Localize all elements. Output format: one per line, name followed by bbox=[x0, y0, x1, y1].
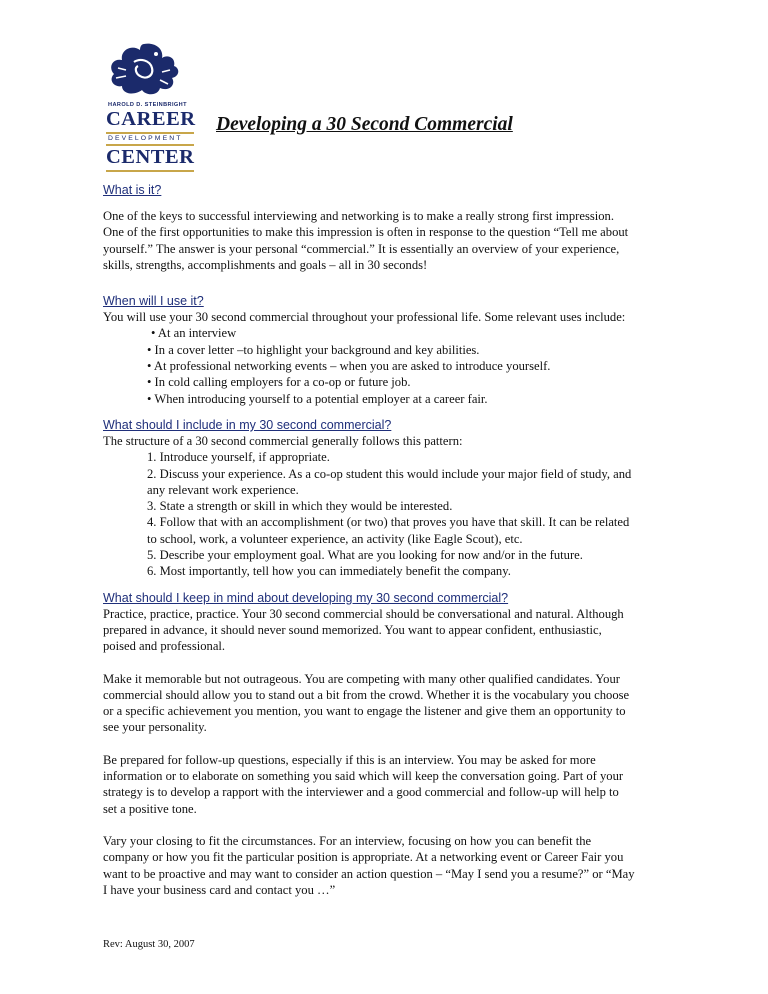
paragraph-line: company or how you fit the particular position is appropriate. At a networking event or Career Fair you bbox=[103, 850, 624, 865]
logo-rule bbox=[106, 170, 194, 172]
revision-footer: Rev: August 30, 2007 bbox=[103, 939, 195, 950]
uses-list bbox=[103, 325, 693, 406]
list-item: • At an interview bbox=[151, 326, 237, 341]
section-heading-what: What is it? bbox=[103, 183, 162, 197]
logo-line-development: DEVELOPMENT bbox=[108, 135, 183, 142]
paragraph-line: The structure of a 30 second commercial generally follows this pattern: bbox=[103, 433, 463, 448]
document-body bbox=[103, 182, 693, 898]
structure-list bbox=[103, 449, 693, 579]
paragraph-line: One of the keys to successful interviewing and networking is to make a really strong first impression. bbox=[103, 209, 614, 223]
paragraph-line: strategy is to develop a rapport with the interviewer and a good commercial and follow-up will help to bbox=[103, 785, 619, 800]
paragraph-line: I have your business card and contact you …” bbox=[103, 882, 336, 897]
logo-line-name: HAROLD D. STEINBRIGHT bbox=[108, 102, 187, 108]
career-center-logo bbox=[104, 40, 196, 172]
paragraph-line: poised and professional. bbox=[103, 639, 226, 654]
paragraph-line: see your personality. bbox=[103, 720, 207, 735]
list-item: 6. Most importantly, tell how you can immediately benefit the company. bbox=[147, 564, 511, 579]
paragraph-line: skills, strengths, accomplishments and goals – all in 30 seconds! bbox=[103, 257, 428, 272]
list-item: 3. State a strength or skill in which they would be interested. bbox=[147, 499, 453, 514]
paragraph-line: set a positive tone. bbox=[103, 801, 197, 816]
list-item: 1. Introduce yourself, if appropriate. bbox=[147, 450, 330, 465]
list-item: • In a cover letter –to highlight your background and key abilities. bbox=[147, 342, 480, 357]
paragraph-line: One of the first opportunities to make this impression is often in response to the question “Tell me about bbox=[103, 225, 629, 240]
list-item: 2. Discuss your experience. As a co-op student this would include your major field of study, and bbox=[147, 466, 632, 481]
paragraph-line: want to be proactive and may want to consider an action question – “May I send you a resume?” or “May bbox=[103, 866, 635, 881]
paragraph-line: Practice, practice, practice. Your 30 second commercial should be conversational and natural. Although bbox=[103, 606, 624, 621]
paragraph-line: information or to elaborate on something you said which will keep the conversation going. Part of your bbox=[103, 769, 624, 784]
logo-line-career: CAREER bbox=[106, 108, 196, 130]
list-item: 4. Follow that with an accomplishment (or two) that proves you have that skill. It can be related bbox=[147, 515, 630, 530]
paragraph-line: You will use your 30 second commercial throughout your professional life. Some relevant uses include: bbox=[103, 310, 626, 325]
paragraph-line: Vary your closing to fit the circumstances. For an interview, focusing on how you can benefit the bbox=[103, 833, 592, 848]
paragraph-line: or a specific achievement you mention, you want to engage the listener and give them an opportunity to bbox=[103, 704, 626, 719]
paragraph-line: Be prepared for follow-up questions, especially if this is an interview. You may be asked for more bbox=[103, 752, 596, 767]
logo-rule bbox=[106, 132, 194, 134]
logo-line-center: CENTER bbox=[106, 146, 195, 168]
section-heading-keep: What should I keep in mind about developing my 30 second commercial? bbox=[103, 590, 509, 605]
list-item: to school, work, a volunteer experience, an activity (like Eagle Scout), etc. bbox=[147, 531, 523, 546]
paragraph-line: yourself.” The answer is your personal “commercial.” It is essentially an overview of your experience, bbox=[103, 241, 620, 256]
list-item: • At professional networking events – when you are asked to introduce yourself. bbox=[147, 359, 551, 374]
section-heading-when: When will I use it? bbox=[103, 294, 204, 309]
list-item: • When introducing yourself to a potential employer at a career fair. bbox=[147, 391, 488, 406]
paragraph-line: Make it memorable but not outrageous. You are competing with many other qualified candidates. Your bbox=[103, 671, 620, 686]
list-item: • In cold calling employers for a co-op or future job. bbox=[147, 375, 411, 390]
paragraph-line: commercial should allow you to stand out a bit from the crowd. Whether it is the vocabulary you choose bbox=[103, 687, 630, 702]
page-title: Developing a 30 Second Commercial bbox=[216, 114, 513, 135]
section-heading-include: What should I include in my 30 second commercial? bbox=[103, 417, 392, 432]
dragon-icon bbox=[104, 40, 184, 98]
list-item: 5. Describe your employment goal. What are you looking for now and/or in the future. bbox=[147, 548, 583, 563]
paragraph-line: prepared in advance, it should never sound memorized. You want to appear confident, enthusiastic, bbox=[103, 622, 602, 637]
list-item: any relevant work experience. bbox=[147, 482, 299, 497]
